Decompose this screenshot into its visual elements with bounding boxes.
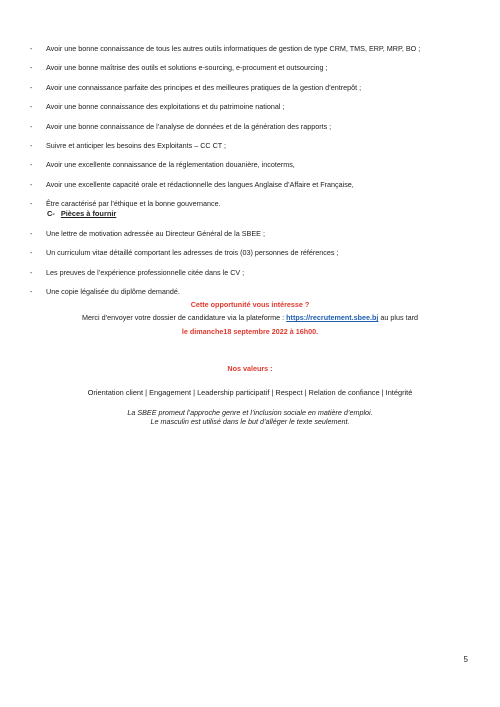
application-instructions <box>0 313 500 322</box>
document-text: Une copie légalisée du diplôme demandé. <box>46 287 180 297</box>
requirement-text: Avoir une connaissance parfaite des principes et des meilleures pratiques de la gestion d’entrepôt ; <box>46 82 362 92</box>
list-item <box>30 248 485 257</box>
list-item <box>30 180 485 189</box>
bullet-dash: - <box>30 248 33 258</box>
bullet-dash: - <box>30 199 33 209</box>
list-item <box>30 268 485 277</box>
masculine-usage-note: Le masculin est utilisé dans le but d’alléger le texte seulement. <box>150 417 350 426</box>
list-item <box>30 63 485 72</box>
requirement-text: Avoir une bonne connaissance des exploitations et du patrimoine national ; <box>46 102 285 112</box>
list-item <box>30 141 485 150</box>
bullet-dash: - <box>30 44 33 53</box>
section-title: Pièces à fournir <box>60 209 117 218</box>
documents-list <box>30 229 485 307</box>
list-item <box>30 122 485 131</box>
section-letter: C- <box>47 209 55 218</box>
requirement-text: Avoir une excellente capacité orale et rédactionnelle des langues Anglaise d’Affaire et Française, <box>46 179 354 189</box>
list-item <box>30 160 485 169</box>
values-heading: Nos valeurs : <box>227 364 273 373</box>
bullet-dash: - <box>30 229 33 238</box>
bullet-dash: - <box>30 287 33 297</box>
bullet-dash: - <box>30 267 33 277</box>
bullet-dash: - <box>30 179 33 189</box>
bullet-dash: - <box>30 121 33 131</box>
list-item <box>30 102 485 111</box>
document-text: Un curriculum vitae détaillé comportant les adresses de trois (03) personnes de références ; <box>46 248 339 258</box>
bullet-dash: - <box>30 140 33 150</box>
bullet-dash: - <box>30 82 33 92</box>
bullet-dash: - <box>30 160 33 170</box>
requirement-text: Suivre et anticiper les besoins des Exploitants – CC CT ; <box>46 140 227 150</box>
list-item <box>30 44 485 53</box>
bullet-dash: - <box>30 102 33 112</box>
bullet-dash: - <box>30 63 33 73</box>
document-text: Une lettre de motivation adressée au Directeur Général de la SBEE ; <box>46 229 265 238</box>
requirement-text: Avoir une excellente connaissance de la réglementation douanière, incoterms, <box>46 160 295 170</box>
list-item <box>30 199 485 208</box>
requirement-text: Être caractérisé par l’éthique et la bonne gouvernance. <box>46 199 221 209</box>
requirement-text: Avoir une bonne connaissance de l’analyse de données et de la génération des rapports ; <box>46 121 332 131</box>
requirement-text: Avoir une bonne connaissance de tous les autres outils informatiques de gestion de type CRM, TMS, ERP, MRP, BO ; <box>46 44 421 53</box>
instructions-text-end: au plus tard <box>378 313 418 322</box>
section-heading-documents <box>47 209 116 218</box>
application-deadline: le dimanche18 septembre 2022 à 16h00. <box>181 327 319 336</box>
gender-policy-note: La SBEE promeut l’approche genre et l’inclusion sociale en matière d’emploi. <box>127 408 373 417</box>
requirement-text: Avoir une bonne maîtrise des outils et solutions e-sourcing, e-procument et outsourcing ; <box>46 63 328 73</box>
list-item <box>30 83 485 92</box>
values-list: Orientation client | Engagement | Leadership participatif | Respect | Relation de confiance | Intégrité <box>87 388 413 397</box>
recruitment-platform-link[interactable]: https://recrutement.sbee.bj <box>286 313 379 322</box>
opportunity-headline: Cette opportunité vous intéresse ? <box>190 300 310 309</box>
document-text: Les preuves de l’expérience professionnelle citée dans le CV ; <box>46 267 245 277</box>
page-number: 5 <box>463 655 468 664</box>
requirements-list <box>30 44 485 219</box>
instructions-text: Merci d’envoyer votre dossier de candidature via la plateforme : <box>82 313 287 322</box>
list-item <box>30 229 485 238</box>
list-item <box>30 287 485 296</box>
